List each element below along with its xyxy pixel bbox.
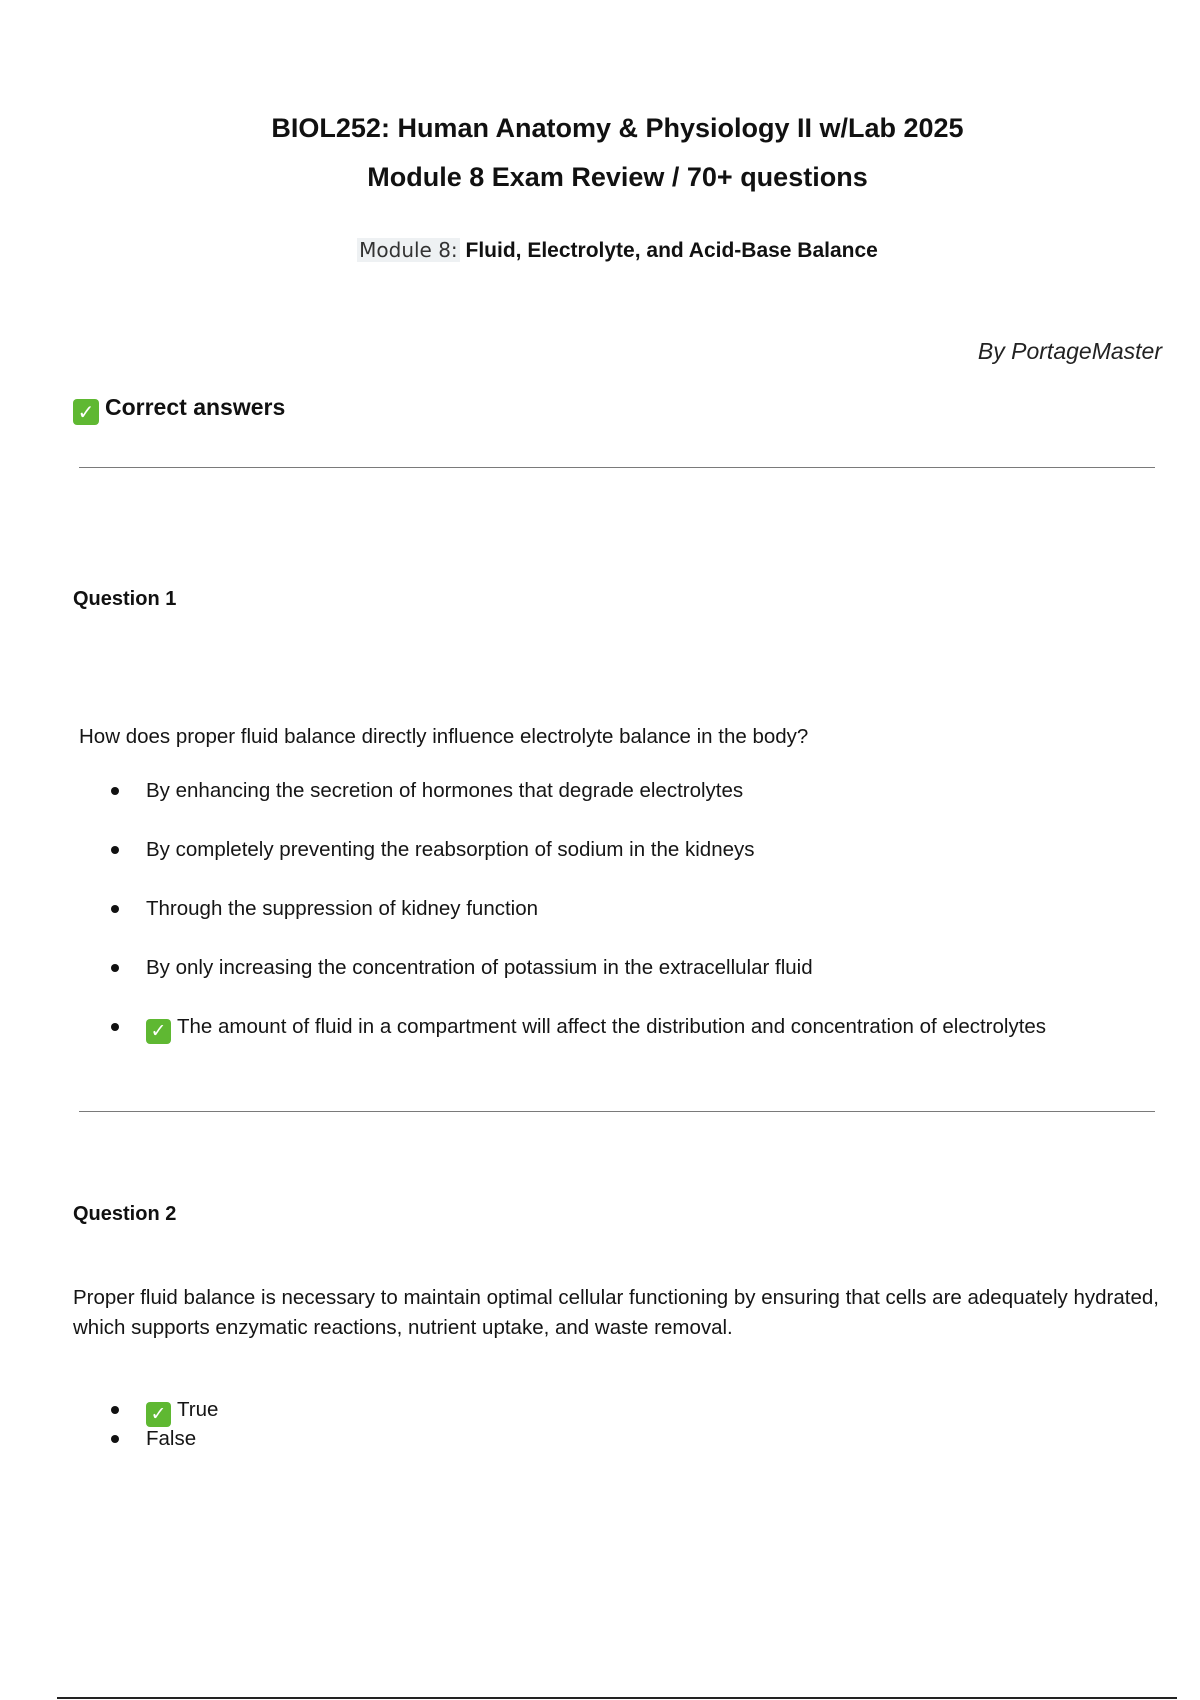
question-2-options <box>0 1395 218 1453</box>
answer-option-text: By only increasing the concentration of potassium in the extracellular fluid <box>146 956 813 979</box>
answer-option <box>0 1424 218 1453</box>
answer-option-text: By completely preventing the reabsorption of sodium in the kidneys <box>146 838 755 861</box>
check-mark-icon: ✓ <box>146 1402 171 1427</box>
answer-option-correct <box>0 1012 1046 1071</box>
answer-option-text: Through the suppression of kidney function <box>146 897 539 920</box>
answer-option-correct <box>0 1395 218 1424</box>
answer-option-text: The amount of fluid in a compartment will affect the distribution and concentration of electrolytes <box>177 1015 1047 1038</box>
module-label: Module 8: <box>359 238 458 262</box>
answer-option <box>0 953 1046 1012</box>
divider <box>79 467 1155 468</box>
document-subtitle: Module 8 Exam Review / 70+ questions <box>367 162 868 192</box>
author-byline: By PortageMaster <box>977 338 1162 364</box>
question-1-text: How does proper fluid balance directly influence electrolyte balance in the body? <box>79 725 809 748</box>
answer-option-text: False <box>146 1427 197 1450</box>
question-1-options <box>0 776 1046 1071</box>
check-mark-icon: ✓ <box>146 1019 171 1044</box>
legend-label: Correct answers <box>105 394 286 420</box>
page-bottom-divider <box>57 1697 1177 1699</box>
divider <box>79 1111 1155 1112</box>
module-heading <box>0 238 1200 263</box>
answer-option <box>0 776 1046 835</box>
question-2-text: Proper fluid balance is necessary to maintain optimal cellular functioning by ensuring that cells are adequately hydrated, which supports enzymatic reactions, nutrient uptake, and waste removal. <box>73 1286 1159 1339</box>
answer-option <box>0 894 1046 953</box>
question-2-heading: Question 2 <box>73 1203 177 1225</box>
answer-option <box>0 835 1046 894</box>
module-topic: Fluid, Electrolyte, and Acid-Base Balance <box>465 239 878 262</box>
answer-option-text: True <box>177 1398 219 1421</box>
answer-option-text: By enhancing the secretion of hormones that degrade electrolytes <box>146 779 744 802</box>
correct-answers-legend <box>73 394 285 425</box>
check-mark-icon: ✓ <box>73 399 99 425</box>
document-title: BIOL252: Human Anatomy & Physiology II w/Lab 2025 <box>271 113 964 143</box>
question-1-heading: Question 1 <box>73 588 177 610</box>
